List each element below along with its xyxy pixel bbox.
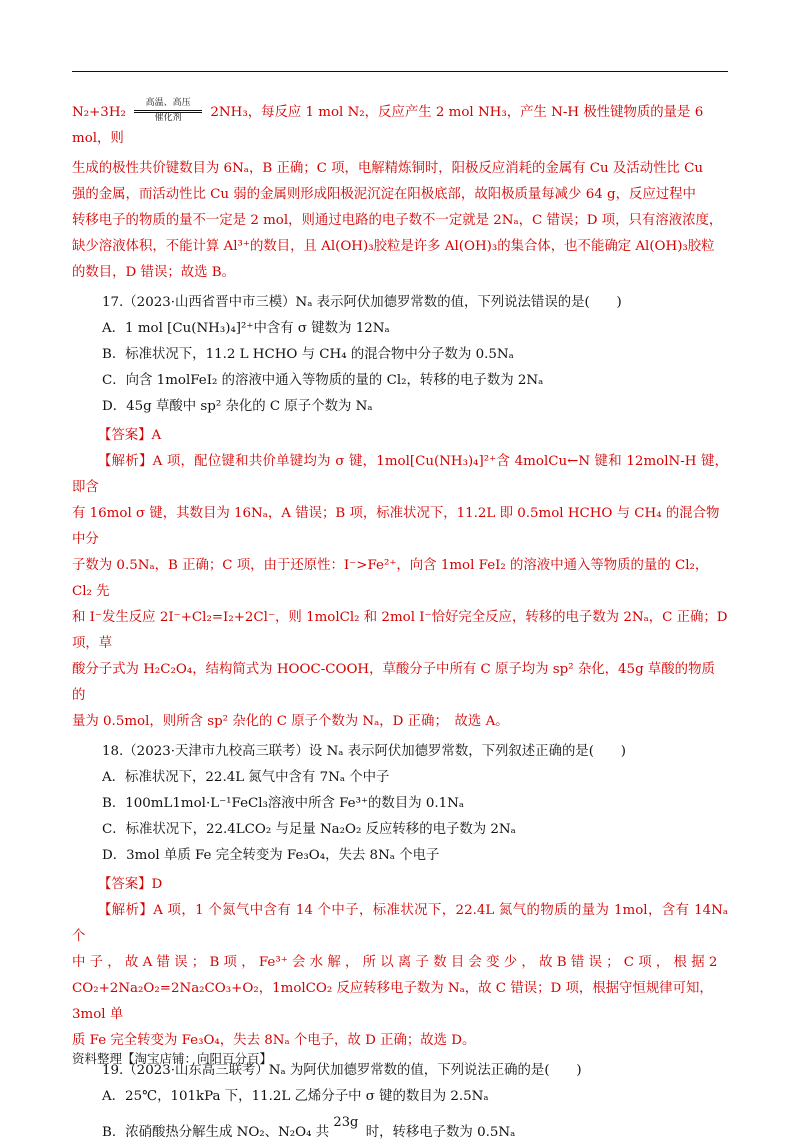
q17-exp-1: 【解析】A 项，配位键和共价单键均为 σ 键，1mol[Cu(NH₃)₄]²⁺含 4molCu←N 键和 12molN-H 键，即含 (72, 454, 728, 495)
q18-exp-1: 【解析】A 项，1 个氮气中含有 14 个中子，标准状况下，22.4L 氮气的物质的量为 1mol，含有 14Nₐ 个 (72, 903, 728, 944)
q19-option-b (72, 1115, 728, 1146)
intro-line-6: 的数目，D 错误；故选 B。 (72, 265, 235, 280)
intro-line-1-text: 2NH₃，每反应 1 mol N₂，反应产生 2 mol NH₃，产生 N-H 极性键物质的量是 6 mol，则 (72, 105, 704, 146)
equation-reactants: N₂+3H₂ (72, 105, 126, 120)
q18-answer: 【答案】D (98, 877, 163, 892)
reaction-condition (134, 97, 202, 123)
q17-exp-4: 和 I⁻发生反应 2I⁻+Cl₂=I₂+2Cl⁻，则 1molCl₂ 和 2mol I⁻恰好完全反应，转移的电子数为 2Nₐ，C 正确；D 项，草 (72, 610, 728, 651)
q18-option-b: B．100mL1mol·L⁻¹FeCl₃溶液中所含 Fe³⁺的数目为 0.1Nₐ (102, 796, 465, 811)
q19-stem: 19.（2023·山东高三联考）Nₐ 为阿伏加德罗常数的值，下列说法正确的是( ) (102, 1063, 582, 1078)
page-content (72, 97, 728, 1146)
q19-option-b-post: 时，转移电子数为 0.5Nₐ (365, 1125, 516, 1140)
q18-stem: 18.（2023·天津市九校高三联考）设 Nₐ 表示阿伏加德罗常数，下列叙述正确的是( ) (102, 744, 626, 759)
q17-option-c: C．向含 1molFeI₂ 的溶液中通入等物质的量的 Cl₂，转移的电子数为 2Nₐ (102, 373, 544, 388)
condition-top: 高温、高压 (145, 97, 191, 108)
q17-option-d: D．45g 草酸中 sp² 杂化的 C 原子个数为 Nₐ (102, 399, 373, 414)
intro-line-5: 缺少溶液体积，不能计算 Al³⁺的数目，且 Al(OH)₃胶粒是许多 Al(OH)₃的集合体，也不能确定 Al(OH)₃胶粒 (72, 239, 715, 254)
condition-line (134, 110, 202, 111)
q17-exp-6: 量为 0.5mol，则所含 sp² 杂化的 C 原子个数为 Nₐ，D 正确； 故选 A。 (72, 714, 509, 729)
condition-bottom: 催化剂 (154, 112, 182, 123)
q19-option-b-pre: B．浓硝酸热分解生成 NO₂、N₂O₄ 共 (102, 1125, 330, 1140)
q18-exp-4: 质 Fe 完全转变为 Fe₃O₄，失去 8Nₐ 个电子，故 D 正确；故选 D。 (72, 1033, 476, 1048)
header-rule (72, 71, 728, 72)
q18-exp-3: CO₂+2Na₂O₂=2Na₂CO₃+O₂，1molCO₂ 反应转移电子数为 Nₐ，故 C 错误；D 项，根据守恒规律可知，3mol 单 (72, 981, 713, 1022)
q19-option-a: A．25℃，101kPa 下，11.2L 乙烯分子中 σ 键的数目为 2.5Nₐ (102, 1089, 489, 1104)
intro-line-2: 生成的极性共价键数目为 6Nₐ，B 正确；C 项，电解精炼铜时，阳极反应消耗的金属有 Cu 及活动性比 Cu (72, 161, 703, 176)
intro-line-1 (72, 97, 728, 152)
q17-option-b: B．标准状况下，11.2 L HCHO 与 CH₄ 的混合物中分子数为 0.5Nₐ (102, 347, 514, 362)
q17-answer: 【答案】A (98, 428, 162, 443)
q19-fraction-value: 23g (333, 1115, 359, 1130)
q18-option-a: A．标准状况下，22.4L 氮气中含有 7Nₐ 个中子 (102, 770, 390, 785)
q18-option-c: C．标准状况下，22.4LCO₂ 与足量 Na₂O₂ 反应转移的电子数为 2Nₐ (102, 822, 516, 837)
q17-exp-3: 子数为 0.5Nₐ，B 正确；C 项，由于还原性：I⁻>Fe²⁺，向含 1mol FeI₂ 的溶液中通入等物质的量的 Cl₂，Cl₂ 先 (72, 558, 709, 599)
intro-line-4: 转移电子的物质的量不一定是 2 mol，则通过电路的电子数不一定就是 2Nₐ，C 错误；D 项，只有溶液浓度， (72, 213, 723, 228)
q19-fraction (333, 1115, 361, 1140)
q18-option-d: D．3mol 单质 Fe 完全转变为 Fe₃O₄，失去 8Nₐ 个电子 (102, 848, 440, 863)
footer-source: 资料整理【淘宝店铺：向阳百分百】 (72, 1051, 273, 1066)
q17-option-a: A．1 mol [Cu(NH₃)₄]²⁺中含有 σ 键数为 12Nₐ (102, 321, 390, 336)
intro-line-3: 强的金属，而活动性比 Cu 弱的金属则形成阳极泥沉淀在阳极底部，故阳极质量每减少 64 g，反应过程中 (72, 187, 696, 202)
q17-exp-2: 有 16mol σ 键，其数目为 16Nₐ，A 错误；B 项，标准状况下，11.2L 即 0.5mol HCHO 与 CH₄ 的混合物中分 (72, 506, 720, 547)
q18-exp-2: 中 子 ， 故 A 错 误 ； B 项 ， Fe³⁺ 会 水 解 ， 所 以 离 子 数 目 会 变 少 ， 故 B 错 误 ； C 项 ， 根 据 2 (72, 955, 718, 970)
q17-stem: 17.（2023·山西省晋中市三模）Nₐ 表示阿伏加德罗常数的值，下列说法错误的是( ) (102, 295, 622, 310)
q17-exp-5: 酸分子式为 H₂C₂O₄，结构简式为 HOOC-COOH，草酸分子中所有 C 原子均为 sp² 杂化，45g 草酸的物质的 (72, 662, 715, 703)
